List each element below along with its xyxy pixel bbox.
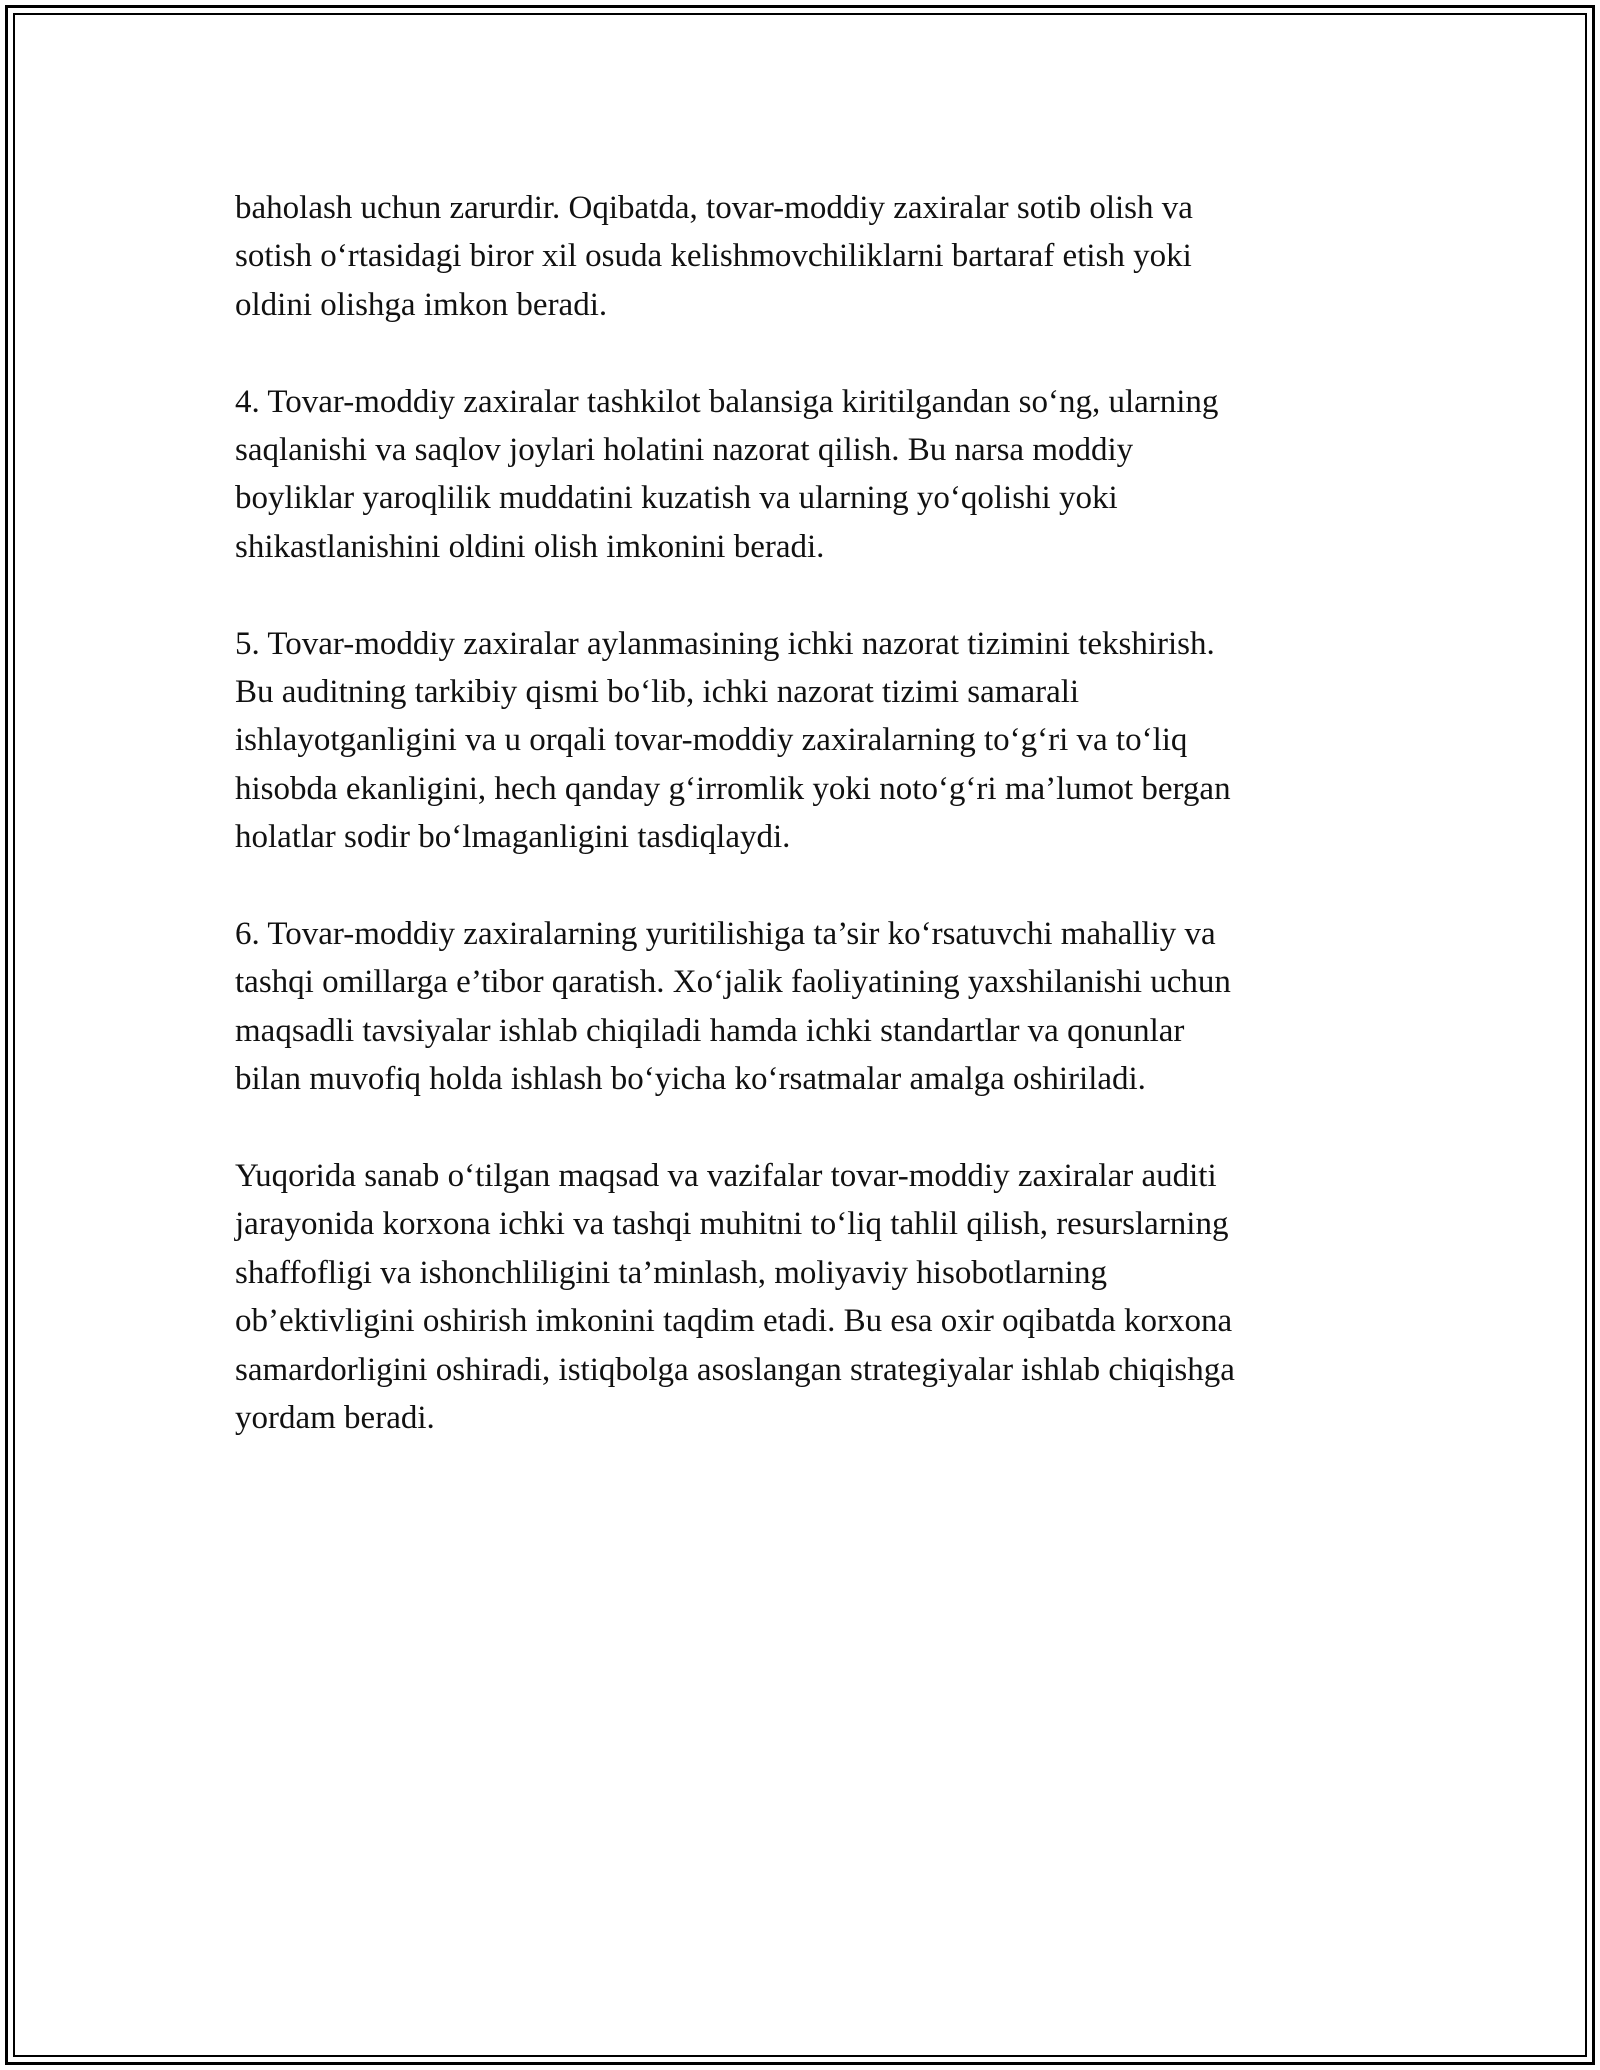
document-body <box>235 184 1365 1491</box>
paragraph-item-5: 5. Tovar-moddiy zaxiralar aylanmasining ichki nazorat tizimini tekshirish. Bu auditning tarkibiy qismi bo‘lib, ichki nazorat tizimi samarali ishlayotganligini va u orqali tovar-moddiy zaxiralarning to‘g‘ri va to‘liq hisobda ekanligini, hech qanday g‘irromlik yoki noto‘g‘ri ma’lumot bergan holatlar sodir bo‘lmaganligini tasdiqlaydi. <box>235 625 1231 856</box>
paragraph-continuation: baholash uchun zarurdir. Oqibatda, tovar-moddiy zaxiralar sotib olish va sotish o‘rtasidagi biror xil osuda kelishmovchiliklarni bartaraf etish yoki oldini olishga imkon beradi. <box>235 190 1193 323</box>
paragraph-item-4: 4. Tovar-moddiy zaxiralar tashkilot balansiga kiritilgandan so‘ng, ularning saqlanishi va saqlov joylari holatini nazorat qilish. Bu narsa moddiy boyliklar yaroqlilik muddatini kuzatish va ularning yo‘qolishi yoki shikastlanishini oldini olish imkonini beradi. <box>235 383 1219 565</box>
paragraph-item-6: 6. Tovar-moddiy zaxiralarning yuritilishiga ta’sir ko‘rsatuvchi mahalliy va tashqi omillarga e’tibor qaratish. Xo‘jalik faoliyatining yaxshilanishi uchun maqsadli tavsiyalar ishlab chiqiladi hamda ichki standartlar va qonunlar bilan muvofiq holda ishlash bo‘yicha ko‘rsatmalar amalga oshiriladi. <box>235 916 1231 1098</box>
paragraph-conclusion: Yuqorida sanab o‘tilgan maqsad va vazifalar tovar-moddiy zaxiralar auditi jarayonida korxona ichki va tashqi muhitni to‘liq tahlil qilish, resurslarning shaffofligi va ishonchliligini ta’minlash, moliyaviy hisobotlarning ob’ektivligini oshirish imkonini taqdim etadi. Bu esa oxir oqibatda korxona samardorligini oshiradi, istiqbolga asoslangan strategiyalar ishlab chiqishga yordam beradi. <box>235 1158 1235 1437</box>
